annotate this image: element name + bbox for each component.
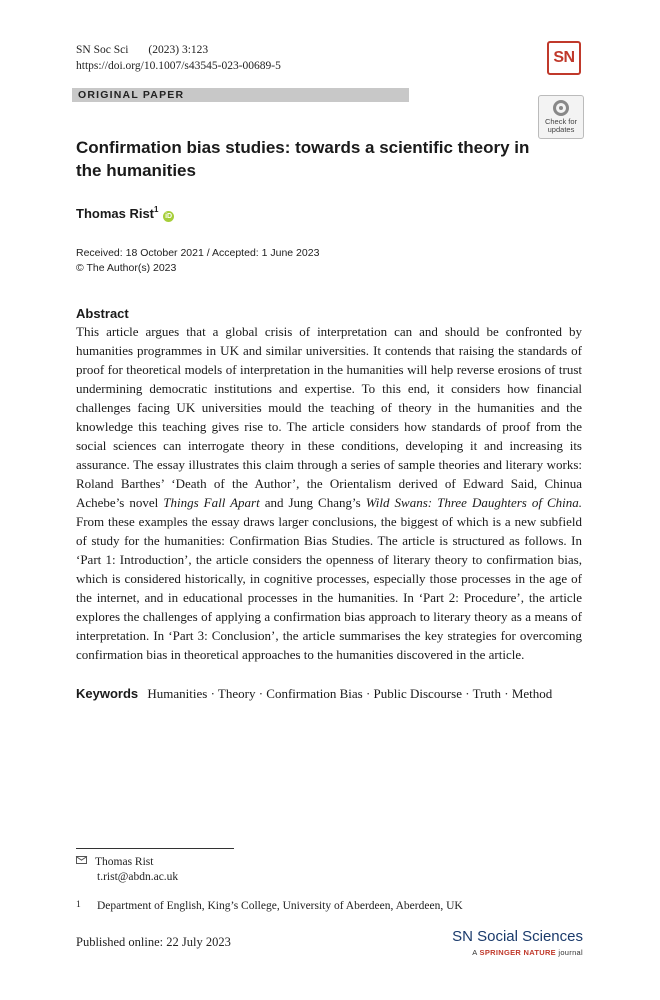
tagline-suffix: journal — [558, 948, 583, 957]
check-updates-icon — [553, 100, 569, 116]
check-updates-label: Check for updates — [544, 117, 578, 134]
author-affiliation-mark: 1 — [154, 205, 159, 214]
affiliation-text: Department of English, King’s College, University of Aberdeen, Aberdeen, UK — [97, 900, 463, 912]
article-dates — [76, 246, 319, 276]
sn-logo: SN — [547, 41, 581, 75]
abstract-title-things-fall-apart: Things Fall Apart — [163, 495, 260, 510]
abstract-title-wild-swans: Wild Swans: Three Daughters of China. — [365, 495, 582, 510]
envelope-icon — [76, 856, 87, 864]
article-title: Confirmation bias studies: towards a scientific theory in the humanities — [76, 138, 530, 180]
abstract-text-1: This article argues that a global crisis of interpretation can and should be confronted by humanities programmes in UK and similar universities. It contends that raising the standards of proof for theoretical models of interpretation in the humanities will help reverse erosions of trust undermining democratic institutions and expertise. To this end, it considers how financial challenges facing UK universities mould the teaching of theory in the humanities and the knowledge this teaching gives rise to. The article considers how standards of proof from the social sciences can interrogate theory in these conditions, developing it and increasing its assurance. The essay illustrates this claim through a series of sample theories and literary works: Roland Barthes’ ‘Death of the Author’, the Orientalism derived of Edward Said, Chinua Achebe’s novel — [76, 324, 582, 510]
check-for-updates-button[interactable] — [538, 95, 584, 139]
author-name[interactable]: Thomas Rist — [76, 206, 155, 221]
journal-volume: (2023) 3:123 — [148, 44, 209, 56]
published-online-date: Published online: 22 July 2023 — [76, 935, 231, 949]
abstract-text-3: From these examples the essay draws larger conclusions, the biggest of which is a new subfield of study for the humanities: Confirmation Bias Studies. The article is structured as follows. In ‘Part 1: Introduction’, the article considers the openness of literary theory to confirmation bias, which is considered historically, in cognitive processes, especially those processes in the age of the internet, and in educational processes in the humanities. In ‘Part 2: Procedure’, the article explores the challenges of applying a confirmation bias approach to literary theory as a means of interpretation. In ‘Part 3: Conclusion’, the article summarises the key strategies for overcoming confirmation bias in theoretical approaches to the humanities discovered in the article. — [76, 514, 582, 662]
footnote-divider — [76, 848, 234, 849]
keywords-label: Keywords — [76, 686, 139, 701]
keywords-list: Humanities · Theory · Confirmation Bias · Public Discourse · Truth · Method — [147, 686, 553, 701]
journal-brand-title: SN Social Sciences — [452, 928, 583, 945]
affiliation-footnote — [76, 900, 463, 912]
received-accepted-dates: Received: 18 October 2021 / Accepted: 1 June 2023 — [76, 247, 320, 259]
author-line — [76, 205, 174, 222]
abstract-text-2: and Jung Chang’s — [259, 495, 366, 510]
affiliation-number: 1 — [76, 900, 81, 910]
keywords — [76, 684, 582, 703]
corresponding-author — [76, 855, 178, 885]
doi-link[interactable]: https://doi.org/10.1007/s43545-023-00689-5 — [76, 60, 281, 72]
tagline-prefix: A — [472, 948, 478, 957]
copyright-notice: © The Author(s) 2023 — [76, 262, 177, 274]
journal-name: SN Soc Sci — [76, 44, 129, 56]
abstract-heading: Abstract — [76, 306, 129, 321]
corresponding-author-email[interactable]: t.rist@abdn.ac.uk — [97, 871, 179, 883]
publisher-tagline — [430, 948, 583, 957]
corresponding-author-name: Thomas Rist — [95, 856, 154, 868]
orcid-icon[interactable]: iD — [165, 213, 173, 220]
paper-type-label: ORIGINAL PAPER — [72, 88, 409, 102]
publisher-name: SPRINGER NATURE — [479, 948, 556, 957]
abstract-body — [76, 322, 582, 664]
journal-citation — [76, 44, 208, 56]
